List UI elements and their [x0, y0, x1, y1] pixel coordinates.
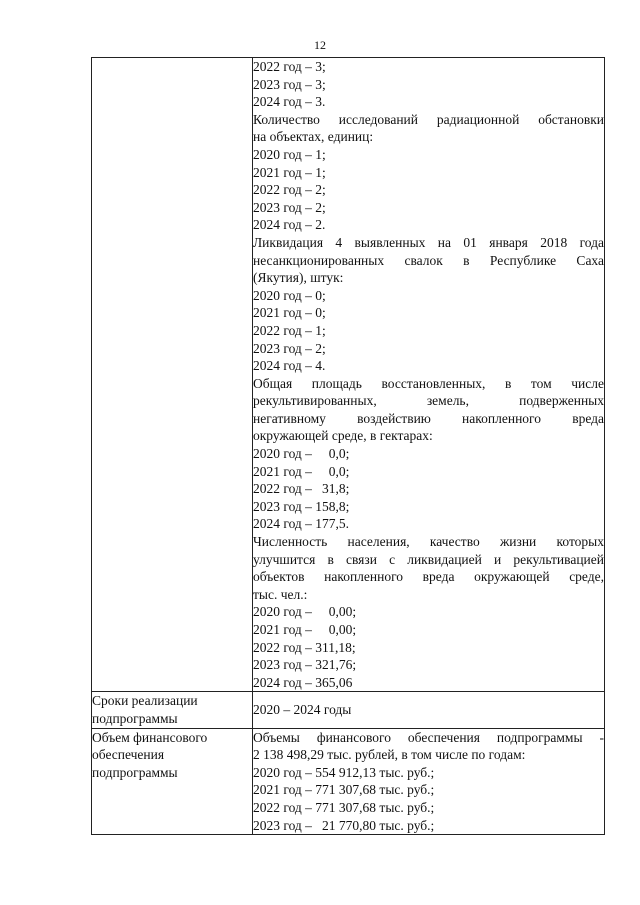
- text-line: 2024 год – 365,06: [253, 674, 353, 690]
- text-line: подпрограммы: [92, 710, 178, 726]
- text-line: 2 138 498,29 тыс. рублей, в том числе по годам:: [253, 747, 526, 763]
- text-line: 2021 год – 1;: [253, 164, 326, 180]
- text-line: 2022 год – 1;: [253, 322, 326, 338]
- text-line: 2023 год – 2;: [253, 199, 326, 215]
- text-line: 2023 год – 3;: [253, 76, 326, 92]
- text-line: тыс. чел.:: [253, 586, 308, 602]
- text-line: негативному воздействию накопленного вреда: [253, 410, 604, 426]
- text-line: 2022 год – 2;: [253, 182, 326, 198]
- text-line: Численность населения, качество жизни которых: [253, 534, 604, 550]
- text-line: 2023 год – 21 770,80 тыс. руб.;: [253, 817, 435, 833]
- text-line: 2022 год – 311,18;: [253, 639, 356, 655]
- text-line: 2021 год – 0,0;: [253, 463, 350, 479]
- text-line: 2020 год – 0,00;: [253, 604, 357, 620]
- text-line: 2022 год – 31,8;: [253, 481, 350, 497]
- text-line: Объем финансового: [92, 729, 208, 745]
- text-line: 2023 год – 158,8;: [253, 498, 350, 514]
- text-line: 2021 год – 0,00;: [253, 622, 357, 637]
- text-line: 2020 год – 0,0;: [253, 446, 350, 462]
- text-line: 2023 год – 2;: [253, 340, 326, 356]
- text-line: 2020 год – 0;: [253, 287, 326, 303]
- text-line: улучшится в связи с ликвидацией и рекультивацией: [253, 551, 604, 567]
- subprogram-passport-table: [91, 57, 605, 835]
- text-line: Сроки реализации: [92, 693, 198, 709]
- indicators-value-cell: [253, 58, 605, 692]
- table-row-funding: [92, 728, 605, 835]
- terms-value-cell: 2020 – 2024 годы: [253, 692, 605, 728]
- text-line: 2020 год – 554 912,13 тыс. руб.;: [253, 764, 435, 780]
- text-line: Количество исследований радиационной обстановки: [253, 111, 604, 127]
- text-line: рекультивированных, земель, подверженных: [253, 393, 604, 409]
- table-row-terms: [92, 692, 605, 728]
- funding-label-cell: [92, 728, 253, 835]
- text-line: (Якутия), штук:: [253, 270, 344, 286]
- page-number: 12: [314, 38, 326, 52]
- funding-value-cell: [253, 728, 605, 835]
- text-line: 2022 год – 3;: [253, 59, 326, 74]
- text-line: объектов накопленного вреда окружающей среде,: [253, 569, 604, 585]
- text-line: подпрограммы: [92, 764, 178, 780]
- text-line: 2021 год – 0;: [253, 305, 326, 321]
- text-line: обеспечения: [92, 747, 165, 763]
- text-line: окружающей среде, в гектарах:: [253, 428, 433, 444]
- text-line: 2021 год – 771 307,68 тыс. руб.;: [253, 782, 435, 798]
- indicators-label-cell: [92, 58, 253, 692]
- text-line: 2024 год – 4.: [253, 358, 326, 374]
- text-line: несанкционированных свалок в Республике Саха: [253, 252, 604, 268]
- text-line: 2020 год – 1;: [253, 146, 326, 162]
- text-line: 2024 год – 3.: [253, 94, 326, 110]
- text-line: Ликвидация 4 выявленных на 01 января 2018 года: [253, 234, 604, 250]
- text-line: 2023 год – 321,76;: [253, 657, 357, 673]
- text-line: 2022 год – 771 307,68 тыс. руб.;: [253, 799, 435, 815]
- text-line: 2024 год – 177,5.: [253, 516, 350, 532]
- text-line: на объектах, единиц:: [253, 129, 374, 145]
- text-line: Объемы финансового обеспечения подпрограммы -: [253, 729, 604, 745]
- text-line: Общая площадь восстановленных, в том числе: [253, 375, 604, 391]
- text-line: 2024 год – 2.: [253, 217, 326, 233]
- table-row-indicators: [92, 58, 605, 692]
- terms-label-cell: [92, 692, 253, 728]
